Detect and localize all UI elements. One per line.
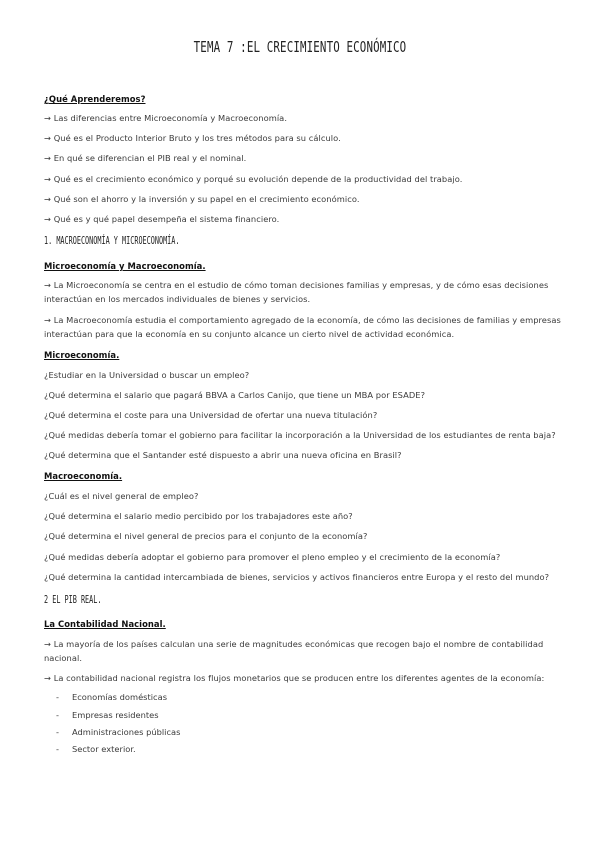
paragraph-line: nacional. — [44, 653, 83, 663]
macro-question: ¿Qué medidas debería adoptar el gobierno para promover el pleno empleo y el crecimiento de la economía? — [44, 552, 501, 562]
paragraph-line: interactúan para que la economía en su conjunto alcance un cierto nivel de actividad económica. — [44, 329, 455, 339]
section-1-title: 1. MACROECONOMÍA Y MICROECONOMÍA. — [44, 234, 180, 247]
micro-heading: Microeconomía. — [44, 350, 120, 360]
list-item: Economías domésticas — [72, 692, 168, 702]
macro-question: ¿Qué determina el salario medio percibido por los trabajadores este año? — [44, 511, 353, 521]
micro-question: ¿Qué determina que el Santander esté dispuesto a abrir una nueva oficina en Brasil? — [44, 450, 402, 460]
contabilidad-heading: La Contabilidad Nacional. — [44, 619, 166, 629]
paragraph-line: → La Macroeconomía estudia el comportamiento agregado de la economía, de cómo las decisiones de familias y empresas — [44, 315, 561, 325]
intro-item: → Qué es el crecimiento económico y porqué su evolución depende de la productividad del trabajo. — [44, 174, 463, 184]
intro-item: → Las diferencias entre Microeconomía y Macroeconomía. — [44, 113, 288, 123]
paragraph-line: → La Microeconomía se centra en el estudio de cómo toman decisiones familias y empresas, y de cómo esas decisiones — [44, 280, 549, 290]
paragraph-line: → La contabilidad nacional registra los flujos monetarios que se producen entre los diferentes agentes de la economía: — [44, 673, 545, 683]
micro-macro-heading: Microeconomía y Macroeconomía. — [44, 261, 206, 271]
paragraph-line: → La mayoría de los países calculan una serie de magnitudes económicas que recogen bajo el nombre de contabilidad — [44, 639, 544, 649]
micro-question: ¿Qué determina el coste para una Universidad de ofertar una nueva titulación? — [44, 410, 378, 420]
macro-question: ¿Qué determina la cantidad intercambiada de bienes, servicios y activos financieros entre Europa y el resto del mundo? — [44, 572, 550, 582]
macro-question: ¿Cuál es el nivel general de empleo? — [44, 491, 199, 501]
bullet-marker: - — [56, 727, 59, 737]
micro-question: ¿Estudiar en la Universidad o buscar un empleo? — [44, 370, 250, 380]
bullet-marker: - — [56, 692, 59, 702]
section-2-title: 2 EL PIB REAL. — [44, 593, 102, 606]
macro-heading: Macroeconomía. — [44, 471, 123, 481]
intro-heading: ¿Qué Aprenderemos? — [44, 94, 146, 104]
paragraph-line: interactúan en los mercados individuales de bienes y servicios. — [44, 294, 311, 304]
macro-question: ¿Qué determina el nivel general de precios para el conjunto de la economía? — [44, 531, 368, 541]
list-item: Empresas residentes — [72, 710, 159, 720]
bullet-marker: - — [56, 710, 59, 720]
list-item: Sector exterior. — [72, 744, 136, 754]
intro-item: → Qué es y qué papel desempeña el sistema financiero. — [44, 214, 280, 224]
list-item: Administraciones públicas — [72, 727, 181, 737]
intro-item: → Qué son el ahorro y la inversión y su papel en el crecimiento económico. — [44, 194, 360, 204]
bullet-marker: - — [56, 744, 59, 754]
page-title: TEMA 7 :EL CRECIMIENTO ECONÓMICO — [193, 38, 407, 56]
micro-question: ¿Qué determina el salario que pagará BBVA a Carlos Canijo, que tiene un MBA por ESADE? — [44, 390, 426, 400]
intro-item: → Qué es el Producto Interior Bruto y los tres métodos para su cálculo. — [44, 133, 341, 143]
micro-question: ¿Qué medidas debería tomar el gobierno para facilitar la incorporación a la Universidad de los estudiantes de renta baja? — [44, 430, 556, 440]
intro-item: → En qué se diferencian el PIB real y el nominal. — [44, 153, 247, 163]
